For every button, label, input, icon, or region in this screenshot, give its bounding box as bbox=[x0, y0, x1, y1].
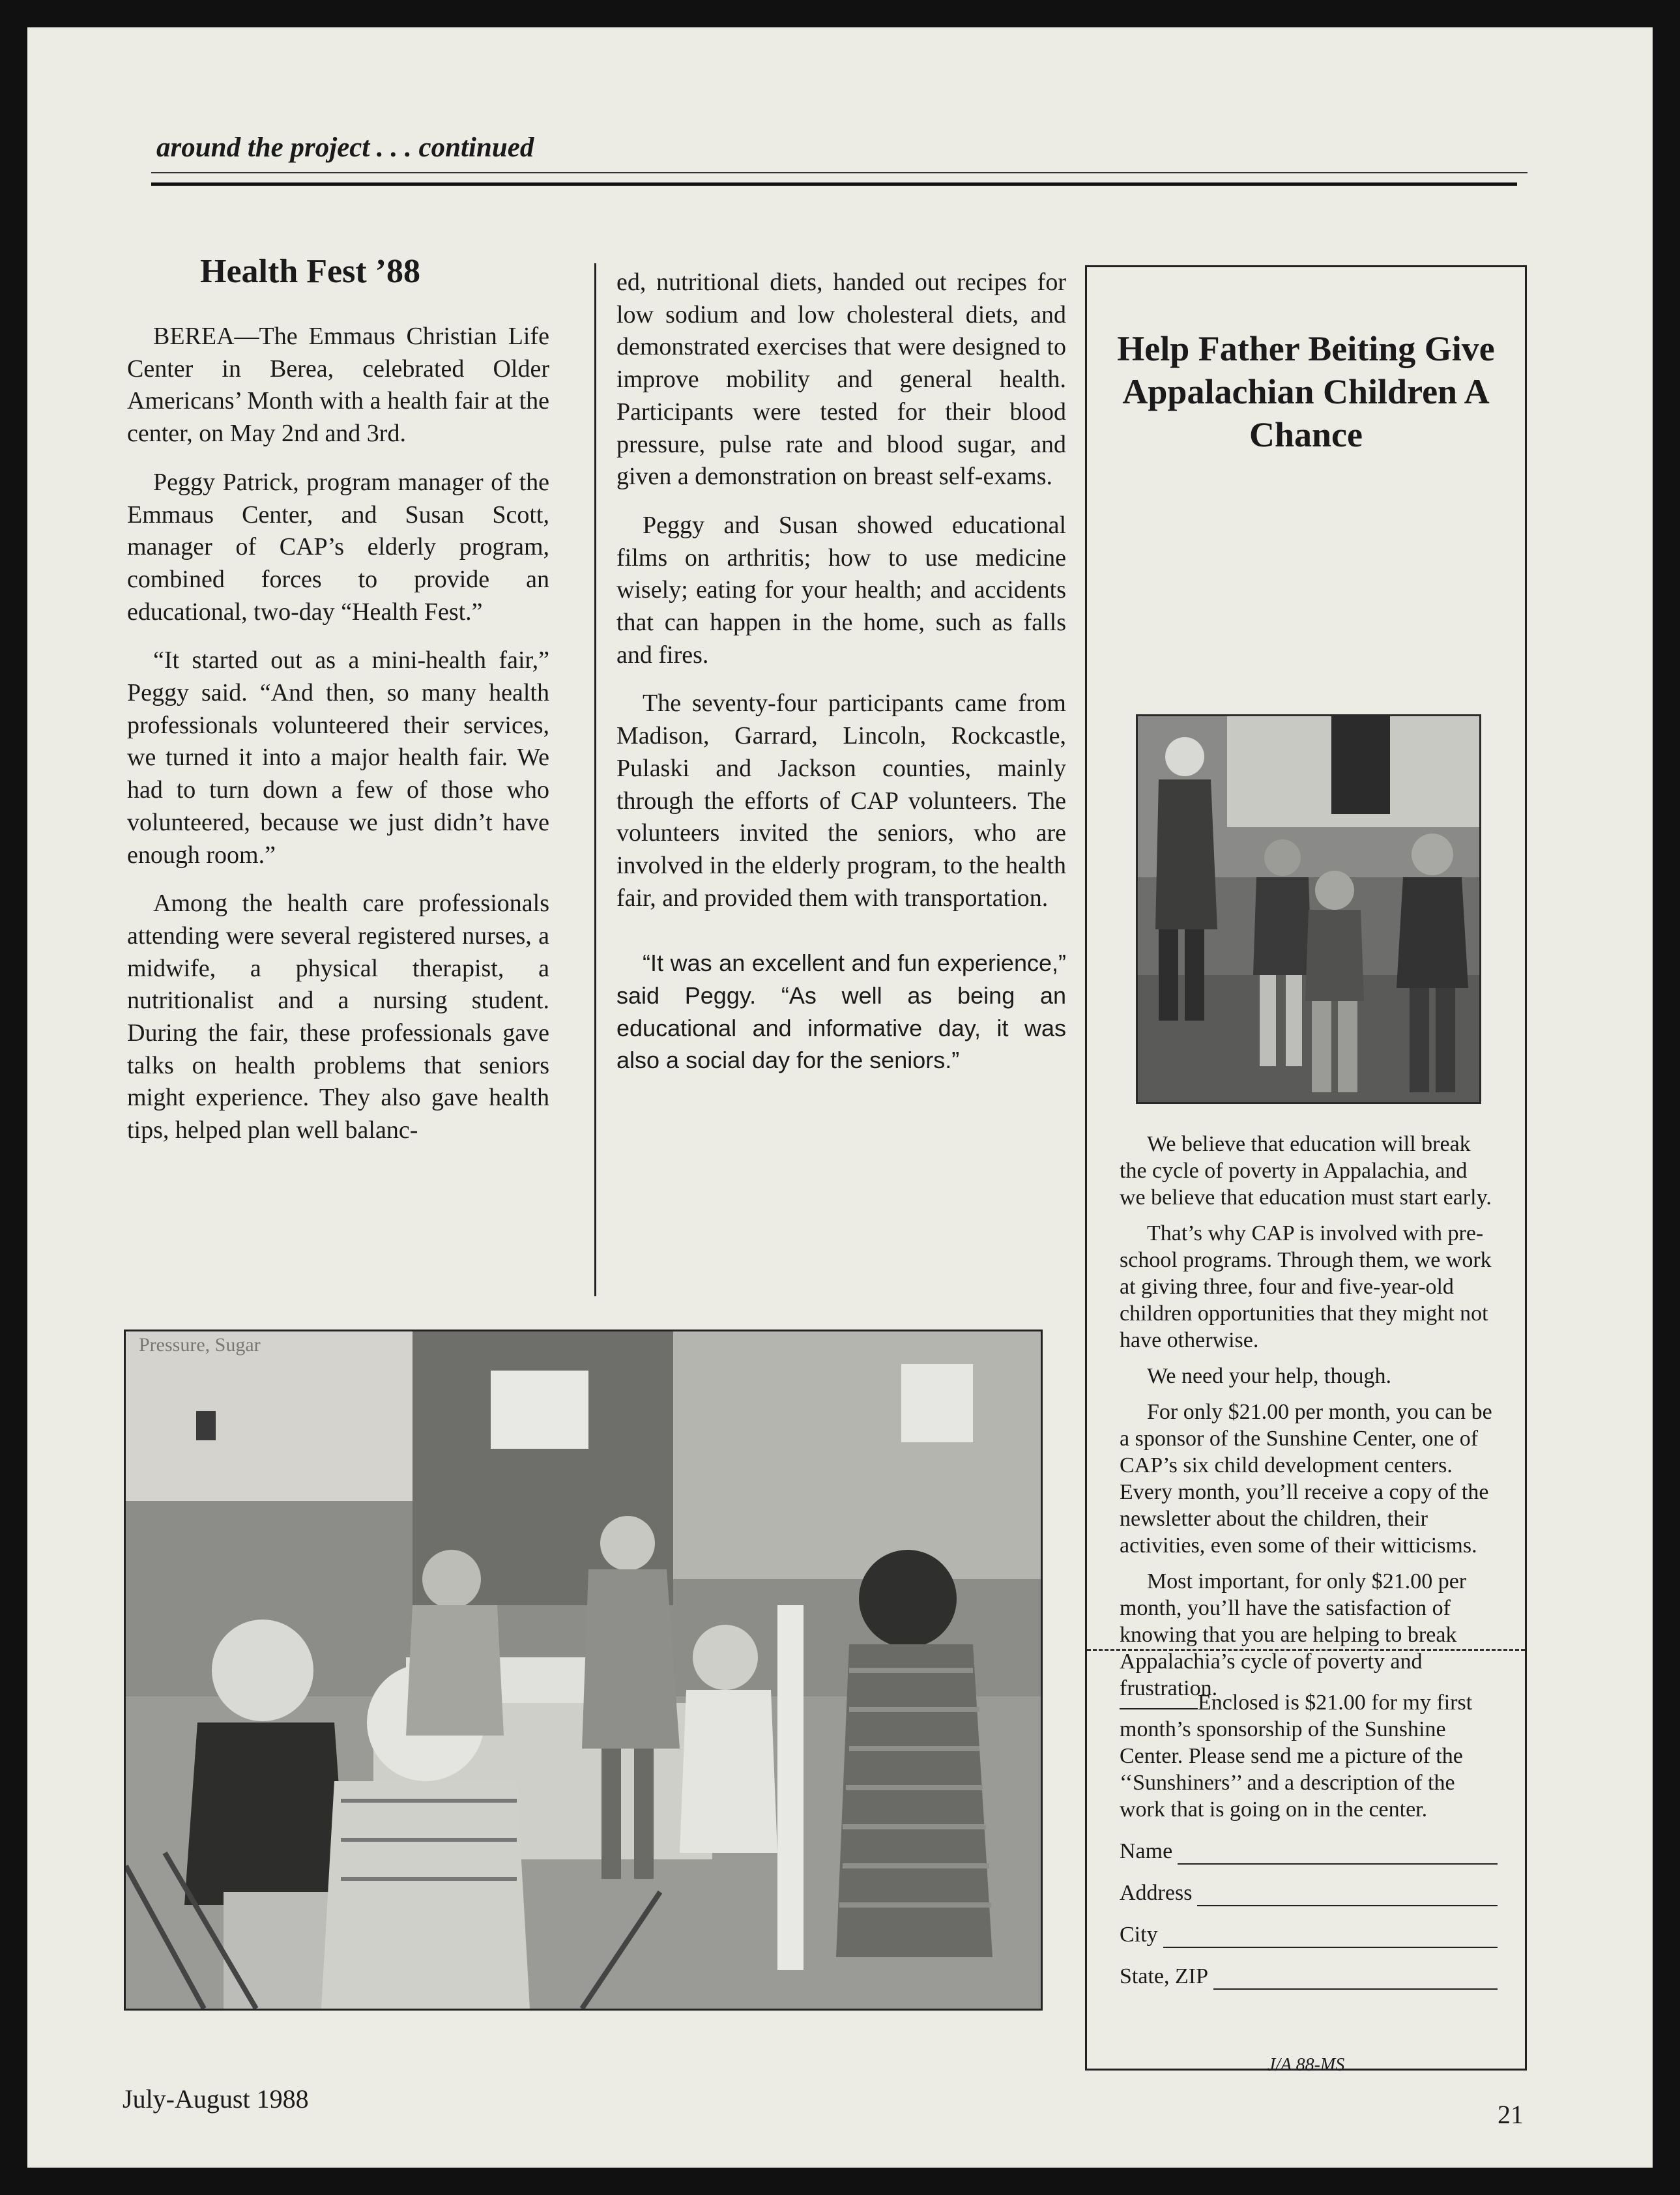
city-row bbox=[1120, 1919, 1498, 1948]
sidebar-paragraph: For only $21.00 per month, you can be a sponsor of the Sunshine Center, one of CAP’s six child development centers. Every month, you’ll receive a copy of the newsletter about the children, their activities, even some of their witticisms. bbox=[1120, 1400, 1492, 1558]
sidebar-paragraph: Most important, for only $21.00 per month, you’ll have the satisfaction of knowing that you are helping to break Appalachia’s cycle of poverty and frustration. bbox=[1120, 1569, 1467, 1700]
article-paragraph: Peggy and Susan showed educational films on arthritis; how to use medicine wisely; eating for your health; and accidents that can happen in the home, such as falls and fires. bbox=[616, 511, 1066, 669]
article-title: Health Fest ’88 bbox=[200, 253, 420, 290]
article-paragraph: BEREA—The Emmaus Christian Life Center in Berea, celebrated Older Americans’ Month with a health fair at the center, on May 2nd and 3rd. bbox=[127, 323, 549, 448]
magazine-page bbox=[27, 27, 1653, 2168]
footer-date: July-August 1988 bbox=[123, 2084, 309, 2114]
header-rule-thick bbox=[151, 182, 1517, 186]
article-paragraph: Peggy Patrick, program manager of the Emmaus Center, and Susan Scott, manager of CAP’s elderly program, combined forces to provide an educational, two-day “Health Fest.” bbox=[127, 468, 549, 626]
page-number: 21 bbox=[1498, 2100, 1524, 2129]
sidebar-body bbox=[1120, 1131, 1498, 1711]
state-zip-field[interactable] bbox=[1213, 1969, 1498, 1990]
enclosed-checkbox-blank[interactable] bbox=[1120, 1708, 1198, 1709]
sidebar-paragraph: We believe that education will break the cycle of poverty in Appalachia, and we believe that education must start early. bbox=[1120, 1132, 1492, 1210]
city-field[interactable] bbox=[1163, 1927, 1498, 1948]
article-paragraph: ed, nutritional diets, handed out recipes for low sodium and low cholesteral diets, and demonstrated exercises that were designed to improve mobility and general health. Participants were tested for their blood pressure, pulse rate and blood sugar, and given a demonstration on breast self-exams. bbox=[616, 269, 1066, 491]
sidebar-paragraph: We need your help, though. bbox=[1147, 1364, 1391, 1388]
name-field[interactable] bbox=[1178, 1844, 1498, 1865]
pull-quote: “It was an excellent and fun experience,” said Peggy. “As well as being an educational and informative day, it was also a social day for the seniors.” bbox=[616, 950, 1066, 1074]
name-label: Name bbox=[1120, 1839, 1173, 1863]
sidebar-title: Help Father Beiting Give Appalachian Children A Chance bbox=[1117, 329, 1495, 454]
article-column-1 bbox=[127, 321, 549, 1292]
state-zip-label: State, ZIP bbox=[1120, 1964, 1208, 1988]
header-rule-thin bbox=[151, 172, 1528, 173]
sponsorship-sidebar bbox=[1085, 265, 1527, 2075]
sidebar-paragraph: That’s why CAP is involved with pre-school programs. Through them, we work at giving three, four and five-year-old children opportunities that they might not have otherwise. bbox=[1120, 1221, 1492, 1352]
form-code: J/A 88-MS bbox=[1267, 2055, 1345, 2075]
address-label: Address bbox=[1120, 1881, 1193, 1905]
article-paragraph: “It started out as a mini-health fair,” Peggy said. “And then, so many health professionals volunteered their services, we turned it into a major health fair. We had to turn down a few of those who volunteered, because we just didn’t have enough room.” bbox=[127, 647, 549, 869]
sponsorship-form bbox=[1120, 1689, 1498, 1990]
photo-sign-text: Pressure, Sugar bbox=[139, 1334, 261, 1356]
children-photo bbox=[1136, 714, 1481, 1104]
article-column-2 bbox=[616, 267, 1066, 1303]
running-head: around the project . . . continued bbox=[156, 132, 534, 163]
article-paragraph: The seventy-four participants came from Madison, Garrard, Lincoln, Rockcastle, Pulaski and Jackson counties, mainly through the efforts of CAP volunteers. The volunteers invited the seniors, who are involved in the elderly program, to the health fair, and provided them with transportation. bbox=[616, 690, 1066, 912]
enclosed-text: Enclosed is $21.00 for my first month’s sponsorship of the Sunshine Center. Please send me a picture of the ‘‘Sunshiners’’ and a description of the work that is going on in the center. bbox=[1120, 1691, 1473, 1822]
health-fair-photo bbox=[124, 1330, 1043, 2011]
address-row bbox=[1120, 1878, 1498, 1906]
article-paragraph: Among the health care professionals attending were several registered nurses, a midwife, a physical therapist, a nutritionalist and a nursing student. During the fair, these professionals gave talks on health problems that seniors might experience. They also gave health tips, helped plan well balanc- bbox=[127, 890, 549, 1144]
cut-line bbox=[1087, 1649, 1525, 1651]
enclosed-statement bbox=[1120, 1689, 1498, 1823]
city-label: City bbox=[1120, 1923, 1158, 1947]
address-field[interactable] bbox=[1197, 1885, 1498, 1906]
state-zip-row bbox=[1120, 1961, 1498, 1990]
name-row bbox=[1120, 1836, 1498, 1865]
column-rule bbox=[594, 263, 596, 1296]
